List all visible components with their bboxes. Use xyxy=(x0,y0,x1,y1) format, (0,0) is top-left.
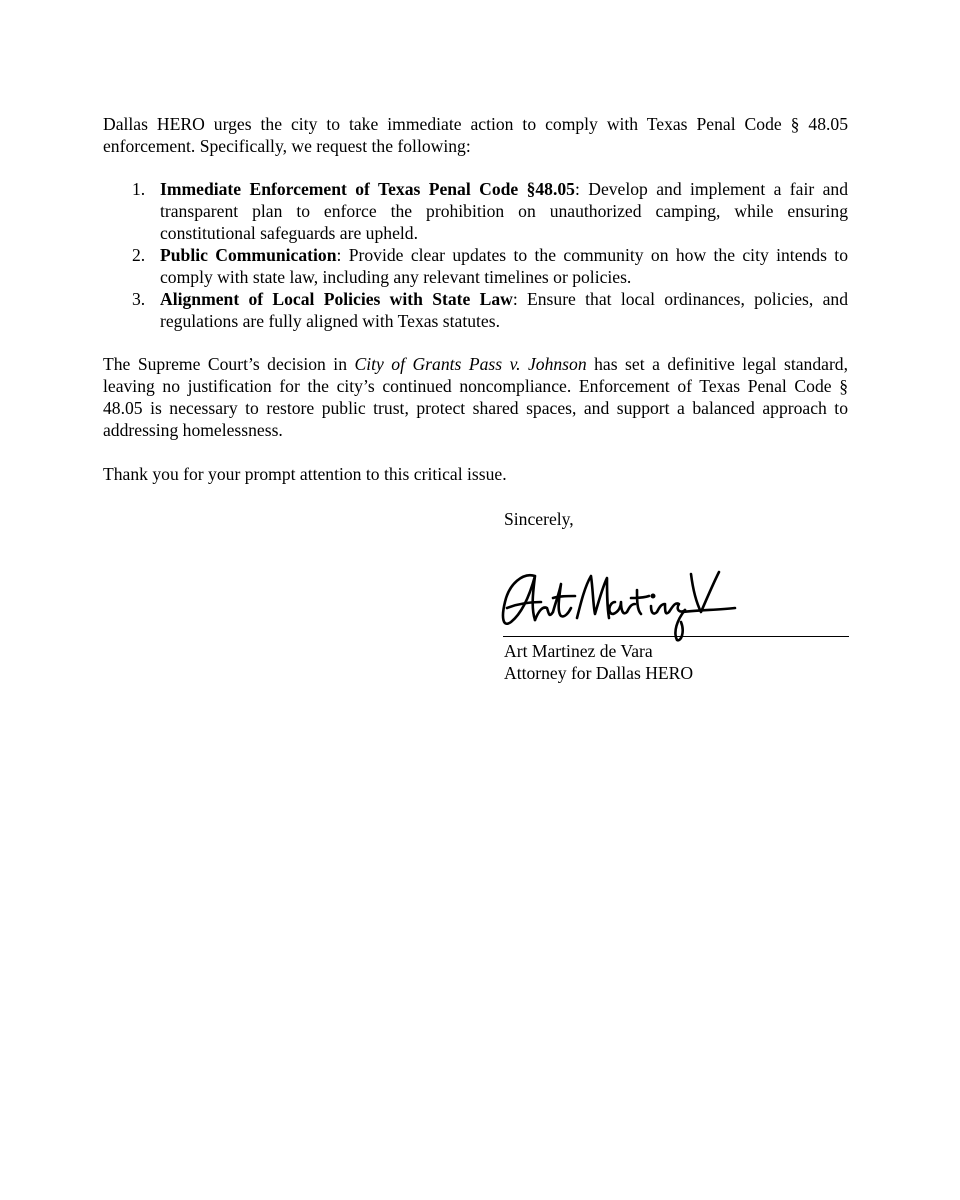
thanks-paragraph: Thank you for your prompt attention to this critical issue. xyxy=(103,464,507,484)
list-item-number: 2. xyxy=(132,245,146,265)
closing-salutation: Sincerely, xyxy=(504,509,574,529)
list-item-text: : Ensure that local ordinances, policies, and regulations are fully aligned with Texas statutes. xyxy=(160,289,848,331)
list-item-title: Alignment of Local Policies with State Law xyxy=(160,289,513,309)
list-item-title: Immediate Enforcement of Texas Penal Code §48.05 xyxy=(160,179,575,199)
signer-name: Art Martinez de Vara xyxy=(504,641,653,661)
intro-paragraph: Dallas HERO urges the city to take immediate action to comply with Texas Penal Code § 48.05 enforcement. Specifically, we request the following: xyxy=(103,114,848,156)
list-item-title: Public Communication xyxy=(160,245,337,265)
case-name: City of Grants Pass v. Johnson xyxy=(354,354,587,374)
list-item xyxy=(103,288,848,332)
court-paragraph-lead: The Supreme Court’s decision in xyxy=(103,354,355,374)
court-decision-paragraph xyxy=(103,353,848,441)
list-item xyxy=(103,178,848,244)
list-item xyxy=(103,244,848,288)
list-item-number: 3. xyxy=(132,289,146,309)
signature-line xyxy=(503,636,849,637)
request-list xyxy=(103,178,848,332)
list-item-text: : Develop and implement a fair and transparent plan to enforce the prohibition on unauthorized camping, while ensuring constitutional safeguards are upheld. xyxy=(160,179,848,243)
list-item-text: : Provide clear updates to the community on how the city intends to comply with state law, including any relevant timelines or policies. xyxy=(160,245,848,287)
list-item-number: 1. xyxy=(132,179,146,199)
court-paragraph-rest: has set a definitive legal standard, leaving no justification for the city’s continued noncompliance. Enforcement of Texas Penal Code § 48.05 is necessary to restore public trust, protect shared spaces, and support a balanced approach to addressing homelessness. xyxy=(103,354,848,440)
handwritten-signature xyxy=(495,562,745,652)
signer-title: Attorney for Dallas HERO xyxy=(504,663,694,683)
